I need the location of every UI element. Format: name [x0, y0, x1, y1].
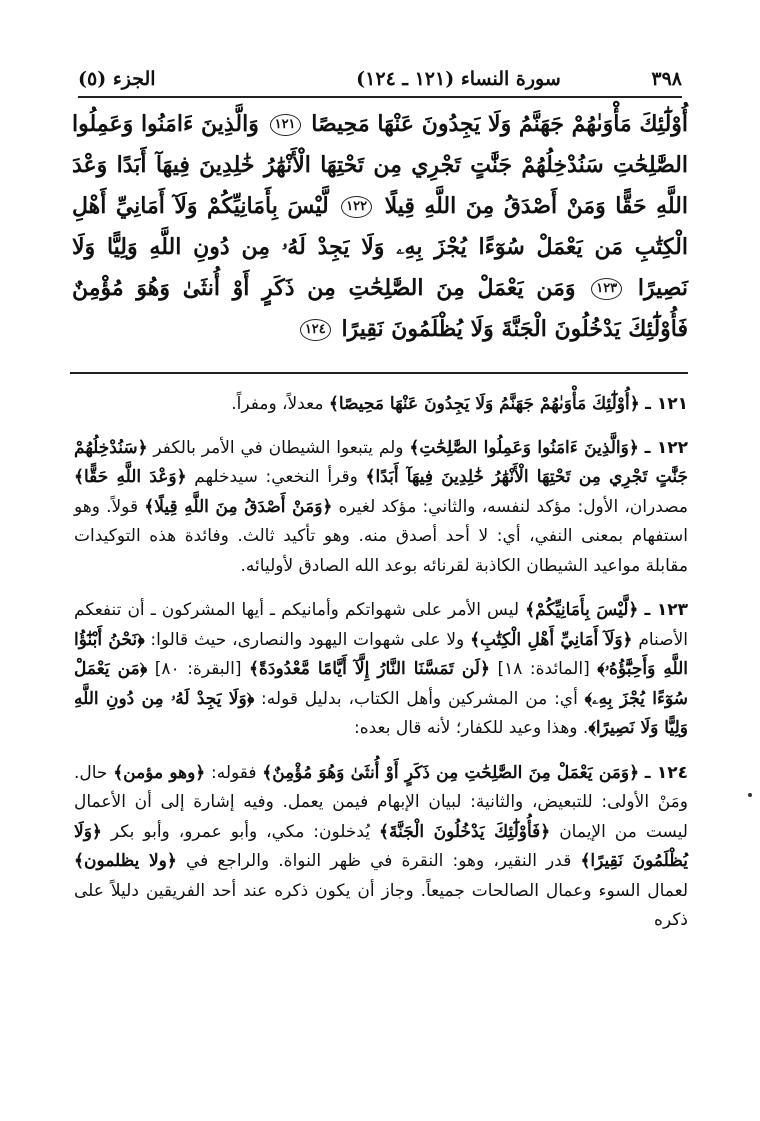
quote: ﴿وَلَآ أَمَانِيِّ أَهْلِ الْكِتَٰبِ﴾: [470, 629, 633, 650]
quote: ﴿ولا يظلمون﴾: [74, 851, 177, 871]
quote: ﴿سَنُدْخِلُهُمْ جَنَّٰتٍ تَجْرِي مِن تَحْتِهَا الْأَنْهَٰرُ خَٰلِدِينَ فِيهَآ أَبَدًا﴾: [74, 437, 689, 487]
commentary-paragraph-121: [74, 390, 688, 420]
section-divider: [70, 372, 688, 374]
commentary-text: لعمال السوء وعمال الصالحات جميعاً. وجاز أن يكون ذكره عند أحد الفريقين دليلاً على ذكره: [74, 880, 688, 930]
commentary-text: قدر النقير، وهو: النقرة في ظهر النواة. والراجع في: [176, 851, 581, 871]
commentary-text: مصدران، الأول: مؤكد لنفسه، والثاني: مؤكد لغيره: [332, 496, 688, 517]
quote: ﴿وَمَن يَعْمَلْ مِنَ الصَّٰلِحَٰتِ مِن ذَكَرٍ أَوْ أُنثَىٰ وَهُوَ مُؤْمِنٌ﴾: [262, 762, 640, 783]
commentary-text: . وهذا وعيد للكفار؛ لأنه قال بعده:: [353, 718, 589, 738]
quote: ﴿وهو مؤمن﴾: [113, 762, 206, 783]
commentary-text: قولاً. وهو استفهام بمعنى النفي، أي: لا أحد أصدق منه. وهو تأكيد ثالث. وفائدة هذه التوكيدات مقابلة مواعيد الشيطان الكاذبة لقرنائه بوعد الله الصادق لأوليائه.: [74, 496, 688, 576]
juz-label: الجزء (٥): [78, 68, 156, 90]
quote: ﴿نَحْنُ أَبْنَٰٓؤُا اللَّهِ وَأَحِبَّٰٓؤُهُۥ﴾: [74, 629, 688, 679]
verse-text: لَّيْسَ بِأَمَانِيِّكُمْ وَلَآ أَمَانِيِّ أَهْلِ الْكِتَٰبِ مَن يَعْمَلْ سُوٓءًا يُجْزَ بِهِۦ وَلَا يَجِدْ لَهُۥ مِن دُونِ اللَّهِ وَلِيًّا وَلَا نَصِيرًا: [72, 193, 688, 301]
quote: ﴿وَمَنْ أَصْدَقُ مِنَ اللَّهِ قِيلًا﴾: [144, 496, 333, 517]
surah-title: سورة النساء (١٢١ ـ ١٢٤): [356, 68, 561, 90]
commentary-text: وقرأ النخعي: سيدخلهم: [186, 467, 366, 487]
commentary-number: ١٢٤ ـ: [644, 762, 689, 783]
page-header: [78, 62, 682, 98]
margin-dot: [748, 793, 752, 797]
quote: ﴿أُوْلَٰٓئِكَ مَأْوَىٰهُمْ جَهَنَّمُ وَلَا يَجِدُونَ عَنْهَا مَحِيصًا﴾: [328, 394, 640, 414]
quote: ﴿لَن تَمَسَّنَا النَّارُ إِلَّآ أَيَّامًا مَّعْدُودَةً﴾: [249, 659, 490, 679]
commentary-text: معدلاً، ومفراً.: [231, 394, 329, 414]
commentary-text: ليس الأمر على شهواتكم وأمانيكم ـ أيها المشركون ـ أن تنفعكم الأصنام: [74, 600, 689, 650]
commentary-text: فقوله:: [205, 762, 263, 783]
commentary-number: ١٢٢ ـ: [644, 437, 688, 458]
commentary-text: أي: من المشركين وأهل الكتاب، بدليل قوله:: [254, 688, 585, 709]
commentary-number: ١٢٣ ـ: [644, 600, 688, 620]
page-number: ٣٩٨: [651, 68, 682, 90]
commentary-paragraph-124: [74, 759, 688, 936]
commentary-text: ولم يتبعوا الشيطان في الأمر بالكفر: [147, 437, 410, 458]
verse-number-marker: ١٢٤: [300, 319, 331, 341]
commentary-paragraph-122: [74, 434, 688, 582]
verse-text: أُوْلَٰٓئِكَ مَأْوَىٰهُمْ جَهَنَّمُ وَلَا يَجِدُونَ عَنْهَا مَحِيصًا: [311, 111, 689, 137]
commentary-paragraph-123: [74, 596, 688, 744]
verse-text: وَالَّذِينَ ءَامَنُوا وَعَمِلُوا الصَّٰلِحَٰتِ سَنُدْخِلُهُمْ جَنَّٰتٍ تَجْرِي مِن تَحْتِهَا الْأَنْهَٰرُ خَٰلِدِينَ فِيهَآ أَبَدًا وَعْدَ اللَّهِ حَقًّا وَمَنْ أَصْدَقُ مِنَ اللَّهِ قِيلًا: [72, 111, 688, 219]
commentary-text: ولا على شهوات اليهود والنصارى، حيث قالوا:: [144, 629, 471, 650]
quote: ﴿فَأُوْلَٰٓئِكَ يَدْخُلُونَ الْجَنَّةَ﴾: [379, 821, 551, 842]
quote: ﴿مَن يَعْمَلْ سُوٓءًا يُجْزَ بِهِۦ﴾: [74, 659, 688, 709]
quote: ﴿وَعْدَ اللَّهِ حَقًّا﴾: [74, 467, 187, 487]
quote: ﴿وَلَا يُظْلَمُونَ نَقِيرًا﴾: [74, 821, 688, 871]
verse-text: وَمَن يَعْمَلْ مِنَ الصَّٰلِحَٰتِ مِن ذَكَرٍ أَوْ أُنثَىٰ وَهُوَ مُؤْمِنٌ فَأُوْلَٰٓئِكَ يَدْخُلُونَ الْجَنَّةَ وَلَا يُظْلَمُونَ نَقِيرًا: [72, 275, 688, 342]
verse-number-marker: ١٢١: [270, 114, 301, 136]
quote: ﴿وَالَّذِينَ ءَامَنُوا وَعَمِلُوا الصَّٰلِحَٰتِ﴾: [409, 437, 639, 458]
verse-number-marker: ١٢٣: [591, 278, 622, 300]
tafsir-commentary: [74, 390, 688, 951]
commentary-text: [المائدة: ١٨]: [489, 659, 598, 679]
commentary-number: ١٢١ ـ: [645, 394, 688, 414]
commentary-text: حال. ومَنْ الأولى: للتبعيض، والثانية: لبيان الإبهام فيمن يعمل. وفيه إشارة إلى أن الأعمال ليست من الإيمان: [74, 762, 688, 842]
quote: ﴿لَّيْسَ بِأَمَانِيِّكُمْ﴾: [525, 600, 639, 620]
quote: ﴿وَلَا يَجِدْ لَهُۥ مِن دُونِ اللَّهِ وَلِيًّا وَلَا نَصِيرًا﴾: [74, 688, 688, 738]
verse-number-marker: ١٢٢: [341, 196, 372, 218]
commentary-text: [البقرة: ٨٠]: [147, 659, 249, 679]
commentary-text: يُدخلون: مكي، وأبو عمرو، وأبو بكر: [101, 821, 380, 842]
quran-verses-block: [72, 104, 688, 350]
